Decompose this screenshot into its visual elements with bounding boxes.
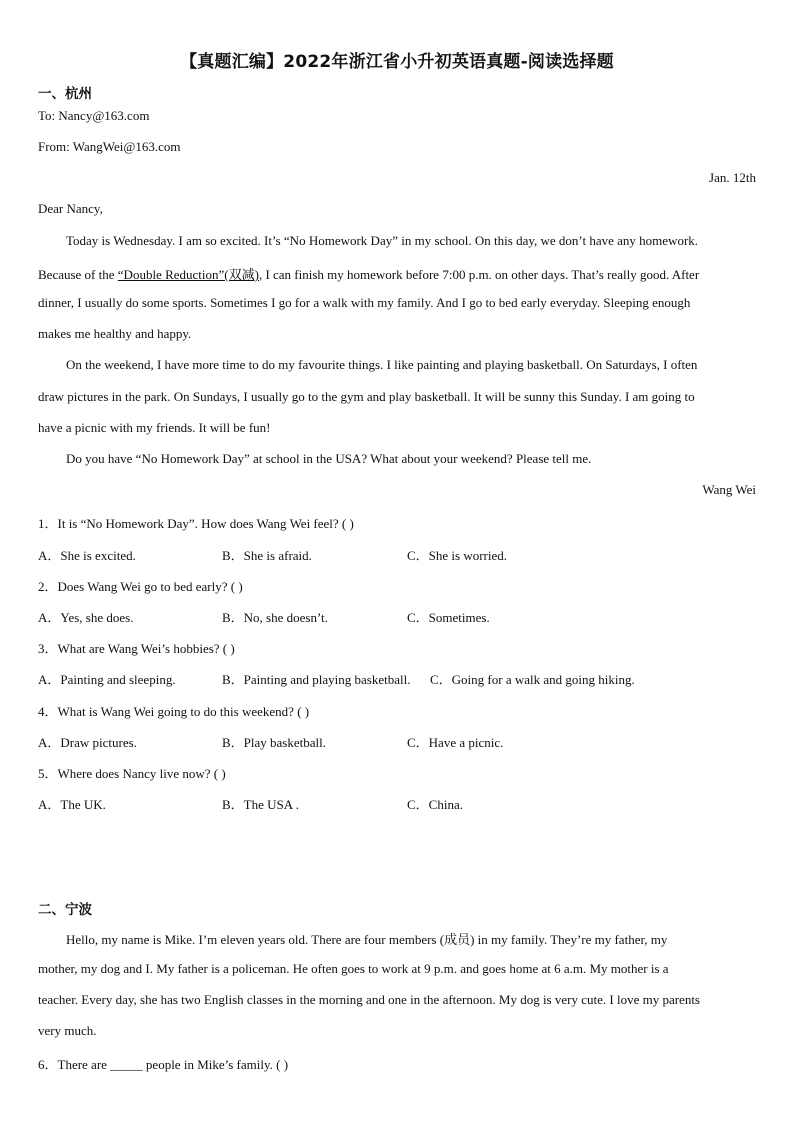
paragraph-line: teacher. Every day, she has two English classes in the morning and one in the afternoon. My dog is very cute. I love my parents — [38, 992, 700, 1007]
section-heading-hangzhou: 一、杭州 — [38, 86, 92, 102]
option-b[interactable]: B．She is afraid. — [222, 548, 312, 563]
option-b[interactable]: B．Play basketball. — [222, 735, 326, 750]
letter-date: Jan. 12th — [709, 170, 756, 185]
paragraph-line: very much. — [38, 1023, 97, 1038]
question-4: 4．What is Wang Wei going to do this weekend? ( ) — [38, 704, 310, 719]
paragraph-line: dinner, I usually do some sports. Sometimes I go for a walk with my family. And I go to bed early everyday. Sleeping enough — [38, 295, 691, 310]
paragraph-line: have a picnic with my friends. It will be fun! — [38, 420, 271, 435]
option-a[interactable]: A．Draw pictures. — [38, 735, 137, 750]
option-b[interactable]: B．No, she doesn’t. — [222, 610, 328, 625]
paragraph-text: , I can finish my homework before 7:00 p.m. on other days. That’s really good. After — [258, 267, 700, 282]
question-3: 3．What are Wang Wei’s hobbies? ( ) — [38, 641, 235, 656]
email-to: To: Nancy@163.com — [38, 108, 150, 123]
letter-signature: Wang Wei — [702, 482, 756, 497]
option-c[interactable]: C．She is worried. — [407, 548, 508, 563]
option-a[interactable]: A．The UK. — [38, 797, 106, 812]
paragraph-line: mother, my dog and I. My father is a policeman. He often goes to work at 9 p.m. and goes home at 6 a.m. My mother is a — [38, 961, 669, 976]
option-a[interactable]: A．She is excited. — [38, 548, 136, 563]
paragraph-line: Hello, my name is Mike. I’m eleven years old. There are four members (成员) in my family. They’re my father, my — [66, 932, 668, 947]
double-reduction-term: “Double Reduction”(双减) — [117, 267, 259, 282]
paragraph-line: On the weekend, I have more time to do my favourite things. I like painting and playing basketball. On Saturdays, I often — [66, 357, 698, 372]
option-a[interactable]: A．Yes, she does. — [38, 610, 134, 625]
email-from: From: WangWei@163.com — [38, 139, 181, 154]
option-c[interactable]: C．China. — [407, 797, 463, 812]
paragraph-line: draw pictures in the park. On Sundays, I usually go to the gym and play basketball. It will be sunny this Sunday. I am going to — [38, 389, 695, 404]
option-b[interactable]: B．Painting and playing basketball. — [222, 672, 411, 687]
page-title: 【真题汇编】2022年浙江省小升初英语真题-阅读选择题 — [180, 52, 614, 72]
option-b[interactable]: B．The USA . — [222, 797, 299, 812]
paragraph-text: Because of the — [38, 267, 118, 282]
paragraph-line: Today is Wednesday. I am so excited. It’s “No Homework Day” in my school. On this day, we don’t have any homework. — [66, 233, 699, 248]
option-a[interactable]: A．Painting and sleeping. — [38, 672, 176, 687]
option-c[interactable]: C．Going for a walk and going hiking. — [430, 672, 635, 687]
option-c[interactable]: C．Have a picnic. — [407, 735, 504, 750]
question-6: 6．There are _____ people in Mike’s family. ( ) — [38, 1057, 289, 1072]
paragraph-line — [38, 264, 699, 283]
paragraph-line: Do you have “No Homework Day” at school in the USA? What about your weekend? Please tell me. — [66, 451, 592, 466]
question-2: 2．Does Wang Wei go to bed early? ( ) — [38, 579, 243, 594]
paragraph-line: makes me healthy and happy. — [38, 326, 192, 341]
letter-greeting: Dear Nancy, — [38, 201, 103, 216]
question-1: 1．It is “No Homework Day”. How does Wang Wei feel? ( ) — [38, 516, 354, 531]
question-5: 5．Where does Nancy live now? ( ) — [38, 766, 226, 781]
option-c[interactable]: C．Sometimes. — [407, 610, 490, 625]
section-heading-ningbo: 二、宁波 — [38, 902, 92, 918]
